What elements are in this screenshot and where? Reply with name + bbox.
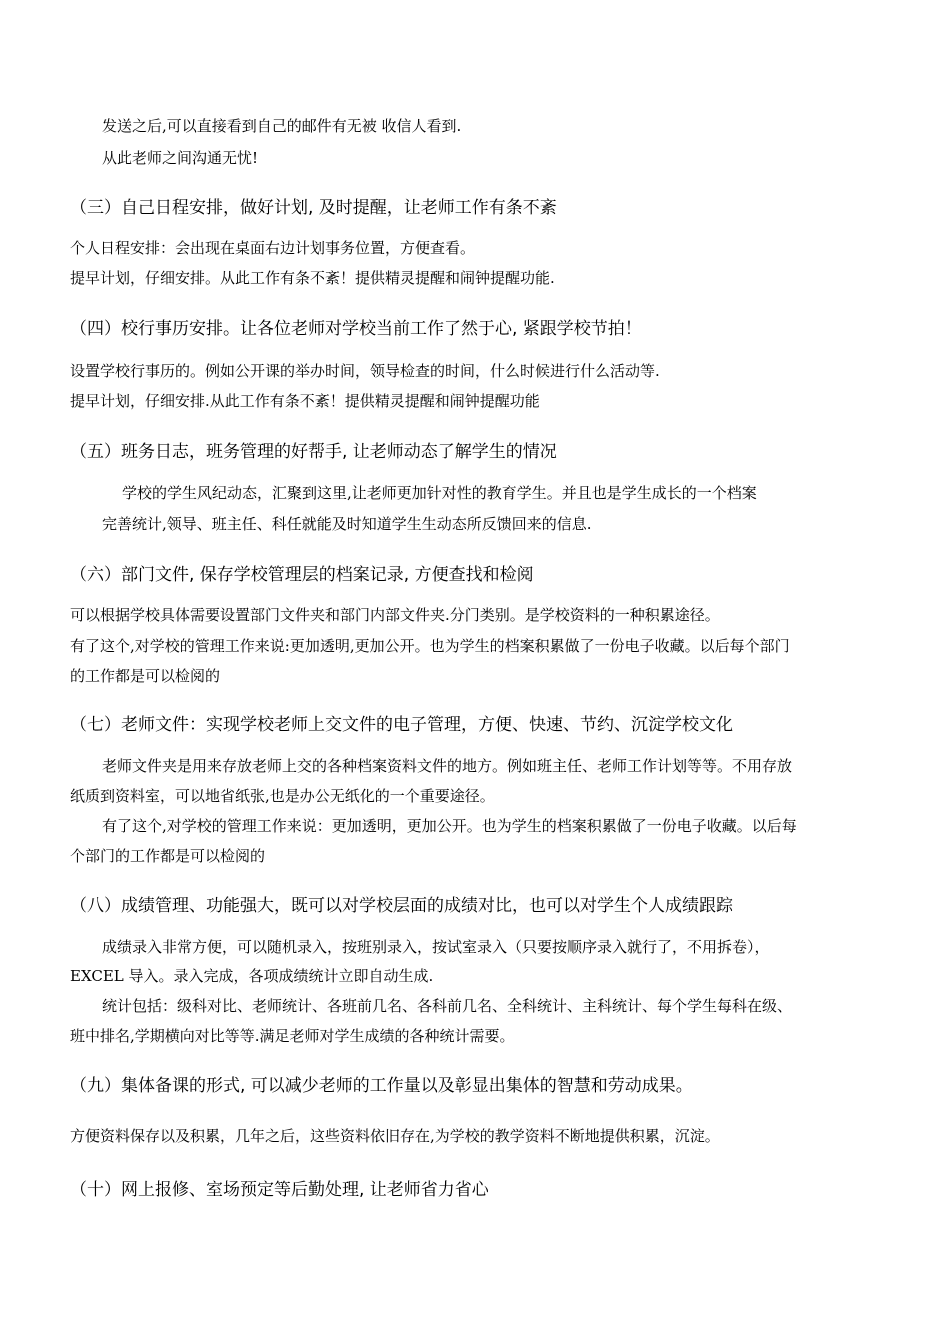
intro-line-2: 从此老师之间沟通无忧! bbox=[102, 149, 259, 167]
section-4-heading: （四）校行事历安排。让各位老师对学校当前工作了然于心, 紧跟学校节拍！ bbox=[70, 319, 642, 339]
section-8-line-1: 成绩录入非常方便，可以随机录入，按班别录入，按试室录入（只要按顺序录入就行了，不用拆卷）， bbox=[102, 938, 770, 956]
section-3-line-2: 提早计划，仔细安排。从此工作有条不紊！提供精灵提醒和闹钟提醒功能. bbox=[70, 269, 555, 287]
section-9-line-1: 方便资料保存以及积累，几年之后，这些资料依旧存在,为学校的教学资料不断地提供积累，沉淀。 bbox=[70, 1127, 720, 1145]
section-7-line-2: 纸质到资料室，可以地省纸张,也是办公无纸化的一个重要途径。 bbox=[70, 787, 495, 805]
section-8-line-2: EXCEL 导入。录入完成，各项成绩统计立即自动生成. bbox=[70, 967, 434, 985]
section-9-heading: （九）集体备课的形式, 可以减少老师的工作量以及彰显出集体的智慧和劳动成果。 bbox=[70, 1076, 693, 1096]
section-7-line-1: 老师文件夹是用来存放老师上交的各种档案资料文件的地方。例如班主任、老师工作计划等等。不用存放 bbox=[102, 757, 793, 775]
section-7-line-3: 有了这个,对学校的管理工作来说：更加透明，更加公开。也为学生的档案积累做了一份电子收藏。以后每 bbox=[102, 817, 797, 835]
section-7-line-4: 个部门的工作都是可以检阅的 bbox=[70, 847, 266, 865]
intro-line-1: 发送之后,可以直接看到自己的邮件有无被 收信人看到. bbox=[102, 117, 462, 135]
section-3-heading: （三）自己日程安排，做好计划, 及时提醒，让老师工作有条不紊 bbox=[70, 198, 557, 218]
section-10-heading: （十）网上报修、室场预定等后勤处理, 让老师省力省心 bbox=[70, 1180, 489, 1200]
section-6-line-1: 可以根据学校具体需要设置部门文件夹和部门内部文件夹.分门类别。是学校资料的一种积累途径。 bbox=[70, 606, 720, 624]
section-8-line-3: 统计包括：级科对比、老师统计、各班前几名、各科前几名、全科统计、主科统计、每个学生每科在级、 bbox=[102, 997, 793, 1015]
section-7-heading: （七）老师文件：实现学校老师上交文件的电子管理，方便、快速、节约、沉淀学校文化 bbox=[70, 715, 733, 735]
section-8-line-4: 班中排名,学期横向对比等等.满足老师对学生成绩的各种统计需要。 bbox=[70, 1027, 515, 1045]
section-4-line-1: 设置学校行事历的。例如公开课的举办时间，领导检查的时间，什么时候进行什么活动等. bbox=[70, 362, 660, 380]
section-5-line-2: 完善统计,领导、班主任、科任就能及时知道学生生动态所反馈回来的信息. bbox=[102, 515, 592, 533]
section-6-line-2: 有了这个,对学校的管理工作来说:更加透明,更加公开。也为学生的档案积累做了一份电子收藏。以后每个部门 bbox=[70, 637, 790, 655]
section-3-line-1: 个人日程安排：会出现在桌面右边计划事务位置，方便查看。 bbox=[70, 239, 476, 257]
section-6-line-3: 的工作都是可以检阅的 bbox=[70, 667, 221, 685]
section-4-line-2: 提早计划，仔细安排.从此工作有条不紊！提供精灵提醒和闹钟提醒功能 bbox=[70, 392, 540, 410]
section-5-heading: （五）班务日志，班务管理的好帮手, 让老师动态了解学生的情况 bbox=[70, 442, 557, 462]
section-8-heading: （八）成绩管理、功能强大，既可以对学校层面的成绩对比，也可以对学生个人成绩跟踪 bbox=[70, 896, 733, 916]
section-6-heading: （六）部门文件, 保存学校管理层的档案记录, 方便查找和检阅 bbox=[70, 565, 534, 585]
section-5-line-1: 学校的学生风纪动态，汇聚到这里,让老师更加针对性的教育学生。并且也是学生成长的一个档案 bbox=[122, 484, 757, 502]
